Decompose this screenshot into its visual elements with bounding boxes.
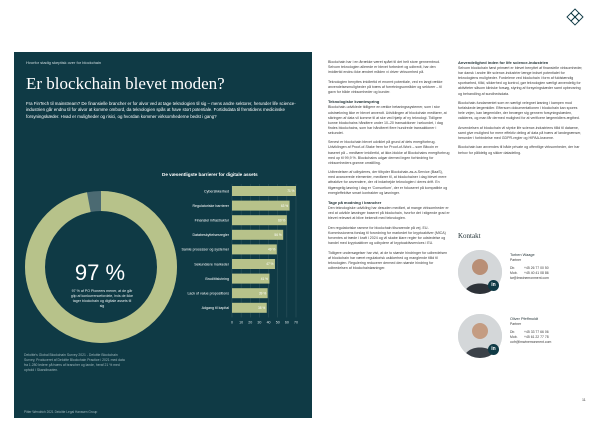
body-paragraph: Tidligere undersøgelser har vist, at de to største hindringer for udbredelsen af blockchain har været regulatorisk usikkerhed og manglende tillid til teknologien. Regulering reducerer dermed den største hindring for udbredelsen af blockchainløsninger. <box>328 250 448 270</box>
contact-email[interactable]: tw@lmwinemonment.com <box>510 276 549 280</box>
category-label: Samle processer og systemer <box>181 247 229 252</box>
section-heading: Tage på modning i brancher <box>328 200 382 206</box>
contact-name: Oliver Pfeffmoldt <box>510 317 538 321</box>
body-paragraph: Den teknologiske udvikling har desuden medført, at mange virksomheder er ved at udvikle løsninger baseret på blockchain, hvorfor det i stigende grad er blevet relevant at blive bekendt med teknologien. <box>328 206 450 221</box>
category-label: Databeskyttelsesregler <box>192 233 229 238</box>
category-label: Brud/tilslutning <box>205 276 229 281</box>
article-column-1 <box>328 60 450 275</box>
body-paragraph: Den regulatoriske ramme for blockchain tilsvarende på vej. EU-Kommissionens forslag til forordning for markedet for kryptoaktiver (MiCA) forventes at træde i kraft i 2024 og vil skabe klare regler for udstedelse og handel med kryptoaktiver og udbydere af kryptoaktivservices i EU. <box>328 225 446 246</box>
category-label: Cybersikkerhed <box>204 189 229 194</box>
percentage-description: 97 % af PO Pioneers mener, at de går glip af konkurrencefordele, hvis de ikke tager blockchain og digitale assets til sig <box>70 289 134 308</box>
bar-value-label: 56 % <box>274 233 282 237</box>
barrier-bar-chart <box>164 182 304 372</box>
contact-dir-phone: +45 33 77 66 06 <box>524 330 549 334</box>
x-tick-label: 0 <box>231 320 233 325</box>
x-tick-label: 30 <box>257 320 262 325</box>
bar-value-label: 38 % <box>257 306 266 310</box>
brand-logo-icon <box>566 8 584 26</box>
left-page-panel <box>14 52 312 418</box>
body-paragraph: Teknologien benyttes imidlertid et enormt potentiale, ved en langt række anvendelsesmuligheder på tværs af forretningsområder og sektorer – til gavn for både virksomheder og kunder. <box>328 79 443 94</box>
body-paragraph: Udbredelsen af udbyderes, der tilbyder Blockchain-as-a-Service (BaaS), med avancerede elementer, medfører til, at blockchainer i dag blevet mere attraktive for anvendere, der vil indarbejde teknologien i deres drift. En tilgængelig løsning i dag er 'Consortium', der er fokuseret på kompatible og energieffektive smart kontrakter og løsninger. <box>328 170 448 195</box>
contact-role: Partner <box>510 258 522 262</box>
dir-label: Dir. <box>510 266 516 270</box>
contact-role: Partner <box>510 322 522 326</box>
section-tag: Hvorfor stadig skeptisk over for blockchain <box>26 60 102 65</box>
x-tick-label: 50 <box>275 320 280 325</box>
contact-info <box>510 317 551 345</box>
linkedin-icon[interactable]: in <box>488 344 499 355</box>
category-label: Finansiel infrastruktur <box>194 218 229 223</box>
contact-email[interactable]: oofr@lmwinemonment.com <box>510 340 552 344</box>
bar-value-label: 71 % <box>287 189 295 194</box>
lead-paragraph: Fra FinTech til mainstream? De finansielle brancher er for alvor ved at tage teknologien til sig – mens andre sektorer, herunder life science-industrien går endnu til for alvor at komme ombord, da teknologien spås at have stort potentiale. Fortidsdata til fremtidens medicinske forsyningskæder. Hvad er muligheder og risici, og hvordan kommer virksomhederne bedst i gang? <box>26 101 296 119</box>
big-percentage: 97 % <box>74 260 126 285</box>
contact-info <box>510 253 549 281</box>
body-paragraph: Blockchain har i en årrække været spået til det helt store gennembrud. Selvom teknologien allerede er blevet forbedret og udbredt, har den imidlertid endnu ikke ændret måden vi driver virksomhed på. <box>328 60 441 75</box>
bar-value-label: 49 % <box>268 247 276 252</box>
body-paragraph: Blockchain-udviklede tidligere en række betaningssystemer, som i stor udstrækning ikke er blevet anvendt. Udviklingen af blockchain medfører, at sikringen af data vil komme til at ske ved hjælp af ny teknologi. Tidligere kunne blockchains håndtere under 10–20 transaktioner i sekundet, i dag findes blockchains, som har håndteret flere hundrede transaktioner i sekundet. <box>328 105 447 135</box>
contact-name: Torben Waage <box>510 253 535 257</box>
category-label: Lack of value propositions <box>187 291 229 296</box>
section-heading: Anvendelighed inden for life science-industrien <box>458 60 549 65</box>
body-paragraph: Blockchain kan anvendes til både private og offentlige virksomheder, der har behov for pålidelig og sikker datadeling. <box>458 145 580 155</box>
page-headline: Er blockchain blevet moden? <box>26 74 225 93</box>
dir-label: Dir. <box>510 330 516 334</box>
contact-card <box>458 314 588 358</box>
x-tick-label: 10 <box>239 320 244 325</box>
x-tick-label: 70 <box>294 320 298 325</box>
bar-value-label: 47 % <box>266 262 274 267</box>
body-paragraph: Anvendelsen af blockchain vil styrke life science-industriens tillid til dataene, samt give mulighed for mere effektiv deling af data på tværs af landegrænser, herunder i forbindelse med GDPR-regler og HIPAA-kravene. <box>458 125 582 140</box>
contact-mob-phone: +45 40 41 08 86 <box>524 271 549 275</box>
x-tick-label: 20 <box>248 320 253 325</box>
contact-card <box>458 250 588 294</box>
section-heading: Teknologiske kvantespring <box>328 99 380 105</box>
category-label: Regulatoriske barrierer <box>192 203 229 208</box>
page-footer: Pitter Wendrich 2021 Deloitte Legal Hanssen Group <box>24 410 98 414</box>
chart-title: De væsentligste barrierer for digitale assets <box>162 172 258 177</box>
body-paragraph: Senest er blockchain blevet udviklet på grund af dets energiforbrug. Udviklingen af Proof-of-Stake frem for Proof-of-Work – som Bitcoin er baseret på – medfører imidlertid, at ikke-blokke af Blockchains energiforbrug med op til 99,9 %. Blockchains udgør dermed ingen forhindring for virksomheders grønne omstilling. <box>328 140 450 165</box>
source-note: Deloitte's Global Blockchain Survey 2021 - Deloitte Blockchain Survey, Produceret af Deloitte Blockchain Practice i 2021 med data fra 1.280 ledere på tværs af brancher og lande, heraf 21 % med ophold i Skandinavien. <box>24 353 125 372</box>
bar-value-label: 41 % <box>260 276 268 281</box>
contact-dir-phone: +45 26 77 00 50 <box>524 266 549 270</box>
page-number: 11 <box>582 398 586 402</box>
x-tick-label: 40 <box>266 320 271 325</box>
category-label: Sekundære markeder <box>194 262 229 267</box>
linkedin-icon[interactable]: in <box>488 280 499 291</box>
bar-value-label: 63 % <box>280 203 289 208</box>
body-paragraph: Selvom blockchain først primært er blevet benyttet af finansielle virksomheder, har dansk i andre life science-industrier længe indset potentialet for teknologiens muligheder. Fordelene ved blockchain i form af fuldstændig sporbarhed, tillid, sikkerhed og kontrol, gør teknologien særligt anvendelig for aktiviteter såsom kliniske forsøg, styring af forsyningskæder samt opbevaring og behandling af sundhedsdata. <box>458 66 583 96</box>
contact-heading: Kontakt <box>458 232 481 240</box>
mob-label: Mob. <box>510 335 518 339</box>
body-paragraph: Blockchain-fundamentet som en særligt velegnet løsning i kampen mod forfalskede lægemidler. Eftersom dokumentationen i blockchain kan spores hele vejen, kan lægemidler, der bevæger sig gennem forsyningskæden, valideres, og man får dermed mulighed for at verificere lægemidlers ægthed. <box>458 101 580 121</box>
bar-value-label: 39 % <box>258 291 267 296</box>
x-tick-label: 60 <box>284 320 289 325</box>
bar-value-label: 60 % <box>278 218 286 223</box>
mob-label: Mob. <box>510 271 518 275</box>
contact-mob-phone: +45 61 22 77 78 <box>524 335 549 339</box>
article-column-2 <box>458 60 583 160</box>
category-label: Adgang til kapital <box>201 306 229 311</box>
